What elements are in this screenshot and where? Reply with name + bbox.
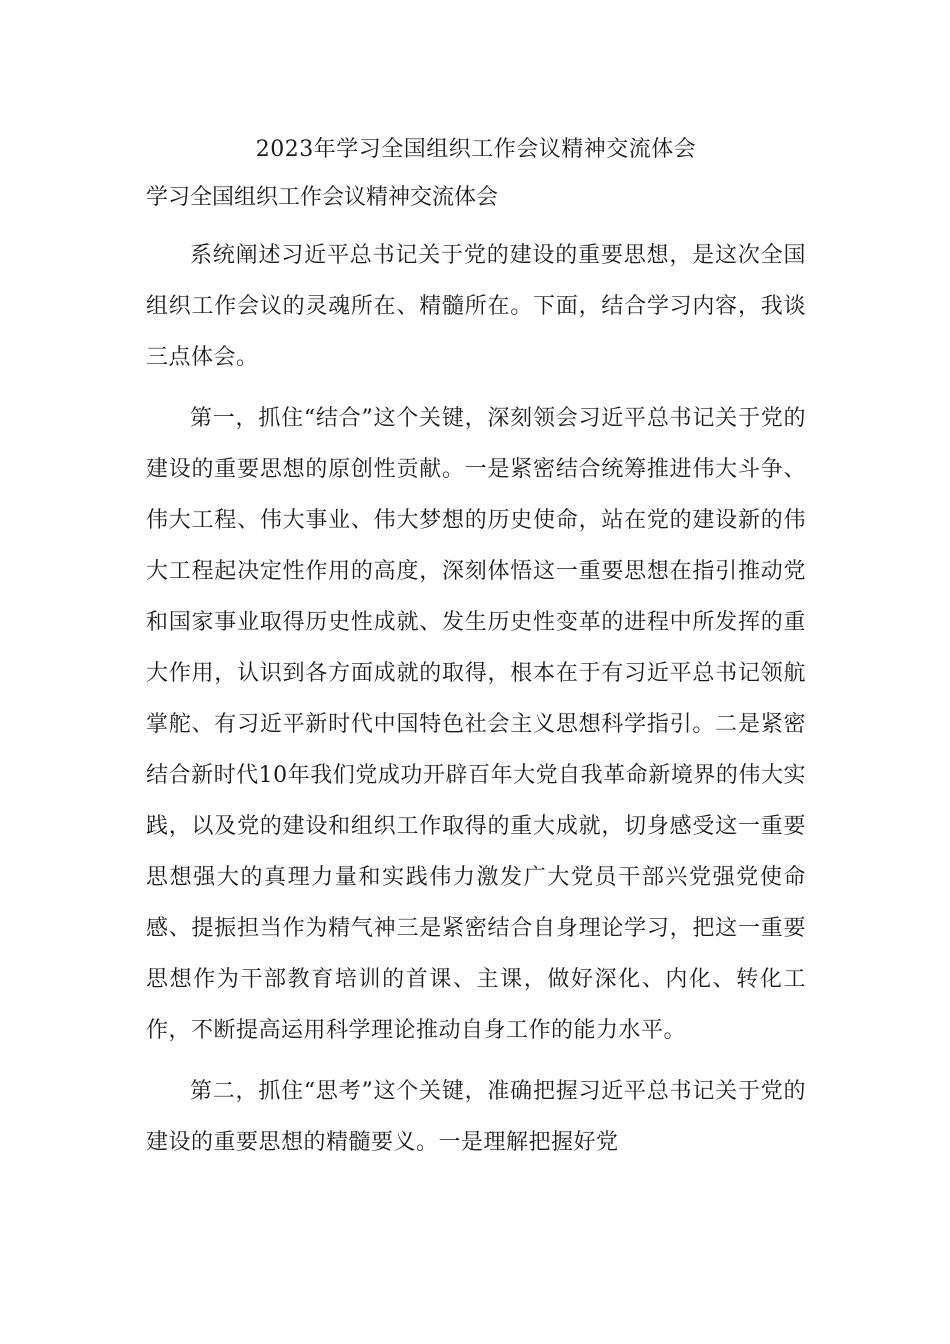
- document-page: [146, 128, 806, 1168]
- paragraph-intro: 系统阐述习近平总书记关于党的建设的重要思想，是这次全国组织工作会议的灵魂所在、精髓所在。下面，结合学习内容，我谈三点体会。: [146, 243, 806, 370]
- document-subtitle: 学习全国组织工作会议精神交流体会: [146, 185, 499, 210]
- paragraph-first-point: 第一，抓住“结合”这个关键，深刻领会习近平总书记关于党的建设的重要思想的原创性贡献。一是紧密结合统筹推进伟大斗争、伟大工程、伟大事业、伟大梦想的历史使命，站在党的建设新的伟大工程起决定性作用的高度，深刻体悟这一重要思想在指引推动党和国家事业取得历史性成就、发生历史性变革的进程中所发挥的重大作用，认识到各方面成就的取得，根本在于有习近平总书记领航掌舵、有习近平新时代中国特色社会主义思想科学指引。二是紧密结合新时代10年我们党成功开辟百年大党自我革命新境界的伟大实践，以及党的建设和组织工作取得的重大成就，切身感受这一重要思想强大的真理力量和实践伟力激发广大党员干部兴党强党使命感、提振担当作为精气神三是紧密结合自身理论学习，把这一重要思想作为干部教育培训的首课、主课，做好深化、内化、转化工作，不断提高运用科学理论推动自身工作的能力水平。: [146, 406, 806, 1043]
- document-title: 2023年学习全国组织工作会议精神交流体会: [255, 137, 697, 162]
- paragraph-second-point: 第二，抓住“思考”这个关键，准确把握习近平总书记关于党的建设的重要思想的精髓要义。一是理解把握好党: [146, 1079, 806, 1155]
